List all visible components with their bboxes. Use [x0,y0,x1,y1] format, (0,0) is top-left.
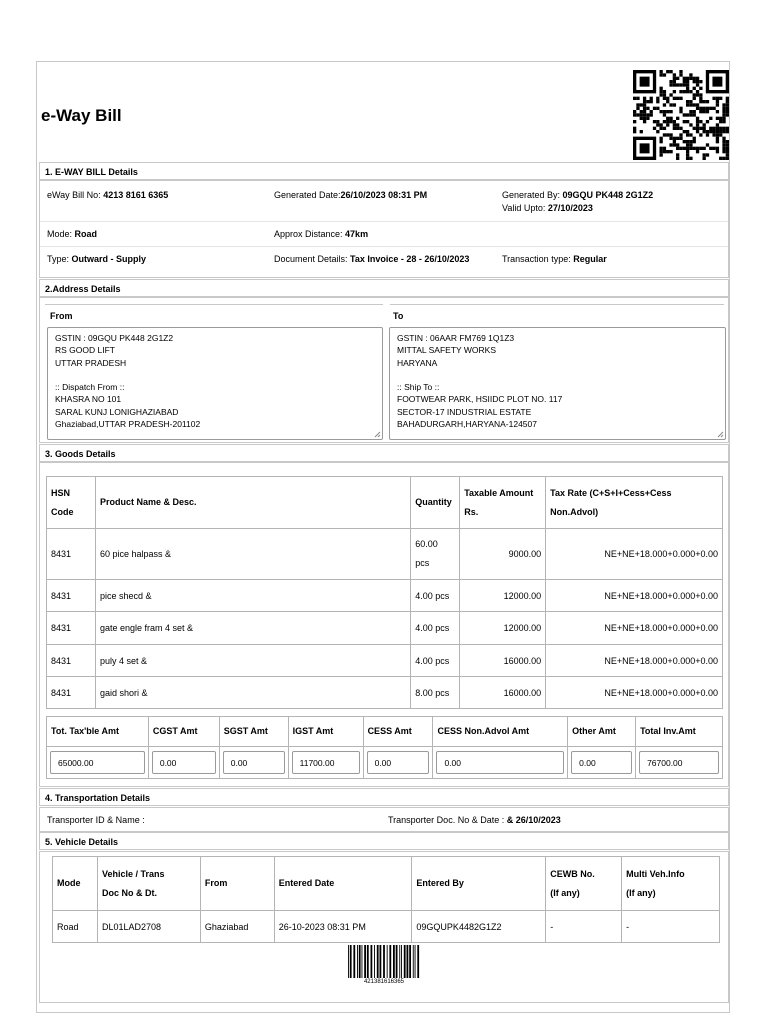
cewb-header: CEWB No. (If any) [546,857,622,911]
barcode-number: 421381616365 [363,979,405,985]
from-cell: Ghaziabad [200,911,274,943]
address-line: :: Dispatch From :: [55,382,125,393]
address-line: FOOTWEAR PARK, HSIIDC PLOT NO. 117 [397,394,563,405]
hsn-cell: 8431 [47,645,96,677]
product-header: Product Name & Desc. [95,477,410,529]
entered-date-header: Entered Date [274,857,412,911]
total-taxable-cell [47,747,149,779]
hsn-cell: 8431 [47,612,96,645]
quantity-header: Quantity [411,477,460,529]
hsn-header: HSN Code [47,477,96,529]
multi-veh-cell: - [622,911,720,943]
from-header: From [200,857,274,911]
from-divider [45,304,383,305]
address-line: RS GOOD LIFT [55,345,115,356]
address-line: KHASRA NO 101 [55,394,122,405]
tax-rate-header: Tax Rate (C+S+I+Cess+Cess Non.Advol) [546,477,723,529]
hsn-cell: 8431 [47,677,96,709]
multi-veh-header: Multi Veh.Info (If any) [622,857,720,911]
cess-non-advol-field[interactable]: 0.00 [436,751,564,774]
total-taxable-field[interactable]: 65000.00 [50,751,145,774]
product-cell: pice shecd & [95,580,410,612]
other-amt-field[interactable]: 0.00 [571,751,632,774]
transporter-doc: Transporter Doc. No & Date : & 26/10/2023 [388,815,561,825]
taxable-cell: 16000.00 [460,645,546,677]
from-address-textarea[interactable] [47,327,383,440]
other-amt-header: Other Amt [568,717,636,747]
ewb-document-details: Document Details: Tax Invoice - 28 - 26/10/2023 [274,254,470,264]
igst-header: IGST Amt [288,717,363,747]
address-line: Ghaziabad,UTTAR PRADESH-201102 [55,419,201,430]
cgst-field[interactable]: 0.00 [152,751,216,774]
vehicle-header-row [53,857,720,911]
quantity-cell: 60.00 pcs [411,529,460,580]
goods-box [39,462,729,787]
cess-non-advol-cell [433,747,568,779]
sgst-cell [219,747,288,779]
vehicle-cell: DL01LAD2708 [97,911,200,943]
mode-cell: Road [53,911,98,943]
hsn-cell: 8431 [47,529,96,580]
address-line [55,369,375,381]
taxable-cell: 9000.00 [460,529,546,580]
ewb-row-3 [40,247,728,277]
sgst-header: SGST Amt [219,717,288,747]
tax-rate-cell: NE+NE+18.000+0.000+0.00 [546,612,723,645]
mode-header: Mode [53,857,98,911]
taxable-cell: 12000.00 [460,580,546,612]
total-inv-cell [636,747,723,779]
entered-by-header: Entered By [412,857,546,911]
ewb-details-box [39,180,729,278]
resize-handle-icon [373,430,381,438]
ewb-generated-by: Generated By: 09GQU PK448 2G1Z2 [502,190,654,200]
taxable-cell: 16000.00 [460,677,546,709]
section-address-header: 2.Address Details [39,279,729,297]
quantity-cell: 4.00 pcs [411,612,460,645]
quantity-cell: 4.00 pcs [411,645,460,677]
address-line: BAHADURGARH,HARYANA-124507 [397,419,537,430]
cgst-cell [148,747,219,779]
taxable-header: Taxable Amount Rs. [460,477,546,529]
address-line: MITTAL SAFETY WORKS [397,345,497,356]
section-goods-header: 3. Goods Details [39,444,729,462]
product-cell: gate engle fram 4 set & [95,612,410,645]
table-row [47,612,723,645]
goods-table [46,476,723,709]
product-cell: puly 4 set & [95,645,410,677]
address-line: GSTIN : 09GQU PK448 2G1Z2 [55,333,174,343]
ewb-row-2 [40,222,728,247]
ewb-generated-date: Generated Date:26/10/2023 08:31 PM [274,190,428,200]
igst-field[interactable]: 11700.00 [292,751,360,774]
product-cell: 60 pice halpass & [95,529,410,580]
cess-header: CESS Amt [363,717,433,747]
ewb-type: Type: Outward - Supply [47,254,147,264]
to-divider [390,304,724,305]
address-line: SARAL KUNJ LONIGHAZIABAD [55,406,179,417]
hsn-cell: 8431 [47,580,96,612]
qr-code-icon [633,70,729,160]
table-row [47,645,723,677]
table-row [53,911,720,943]
tax-rate-cell: NE+NE+18.000+0.000+0.00 [546,645,723,677]
address-line: SECTOR-17 INDUSTRIAL ESTATE [397,406,532,417]
cgst-header: CGST Amt [148,717,219,747]
eway-bill-page [36,61,730,1013]
transport-box [39,807,729,832]
product-cell: gaid shori & [95,677,410,709]
vehicle-table [52,856,720,943]
total-inv-field[interactable]: 76700.00 [639,751,719,774]
table-row [47,677,723,709]
section-transport-header: 4. Transportation Details [39,788,729,806]
igst-cell [288,747,363,779]
section-vehicle-header: 5. Vehicle Details [39,832,729,850]
address-line: GSTIN : 06AAR FM769 1Q1Z3 [397,333,515,343]
table-row [47,529,723,580]
ewb-valid-upto: Valid Upto: 27/10/2023 [502,203,593,213]
address-line: HARYANA [397,357,438,368]
quantity-cell: 8.00 pcs [411,677,460,709]
ewb-mode: Mode: Road [47,229,98,239]
resize-handle-icon [716,430,724,438]
entered-date-cell: 26-10-2023 08:31 PM [274,911,412,943]
section-ewb-header: 1. E-WAY BILL Details [39,162,729,180]
from-label: From [50,311,73,321]
table-row [47,580,723,612]
address-line: :: Ship To :: [397,382,440,393]
taxable-cell: 12000.00 [460,612,546,645]
cess-field[interactable]: 0.00 [367,751,430,774]
sgst-field[interactable]: 0.00 [223,751,285,774]
ewb-bill-no: eWay Bill No: 4213 8161 6365 [47,190,169,200]
ewb-transaction-type: Transaction type: Regular [502,254,607,264]
totals-table [46,716,723,779]
cewb-cell: - [546,911,622,943]
ewb-distance: Approx Distance: 47km [274,229,369,239]
tax-rate-cell: NE+NE+18.000+0.000+0.00 [546,580,723,612]
to-label: To [393,311,404,321]
entered-by-cell: 09GQUPK4482G1Z2 [412,911,546,943]
quantity-cell: 4.00 pcs [411,580,460,612]
address-line [397,369,718,381]
other-amt-cell [568,747,636,779]
page-title: e-Way Bill [41,106,122,125]
vehicle-header: Vehicle / Trans Doc No & Dt. [97,857,200,911]
ewb-row-1 [40,181,728,222]
cess-non-advol-header: CESS Non.Advol Amt [433,717,568,747]
totals-value-row [47,747,723,779]
address-box [39,297,729,443]
cess-cell [363,747,433,779]
tax-rate-cell: NE+NE+18.000+0.000+0.00 [546,529,723,580]
address-line: UTTAR PRADESH [55,357,127,368]
transporter-id: Transporter ID & Name : [47,815,145,825]
total-inv-header: Total Inv.Amt [636,717,723,747]
total-taxable-header: Tot. Tax'ble Amt [47,717,149,747]
to-address-textarea[interactable] [389,327,726,440]
goods-header-row [47,477,723,529]
barcode-icon [347,945,421,978]
totals-header-row [47,717,723,747]
tax-rate-cell: NE+NE+18.000+0.000+0.00 [546,677,723,709]
